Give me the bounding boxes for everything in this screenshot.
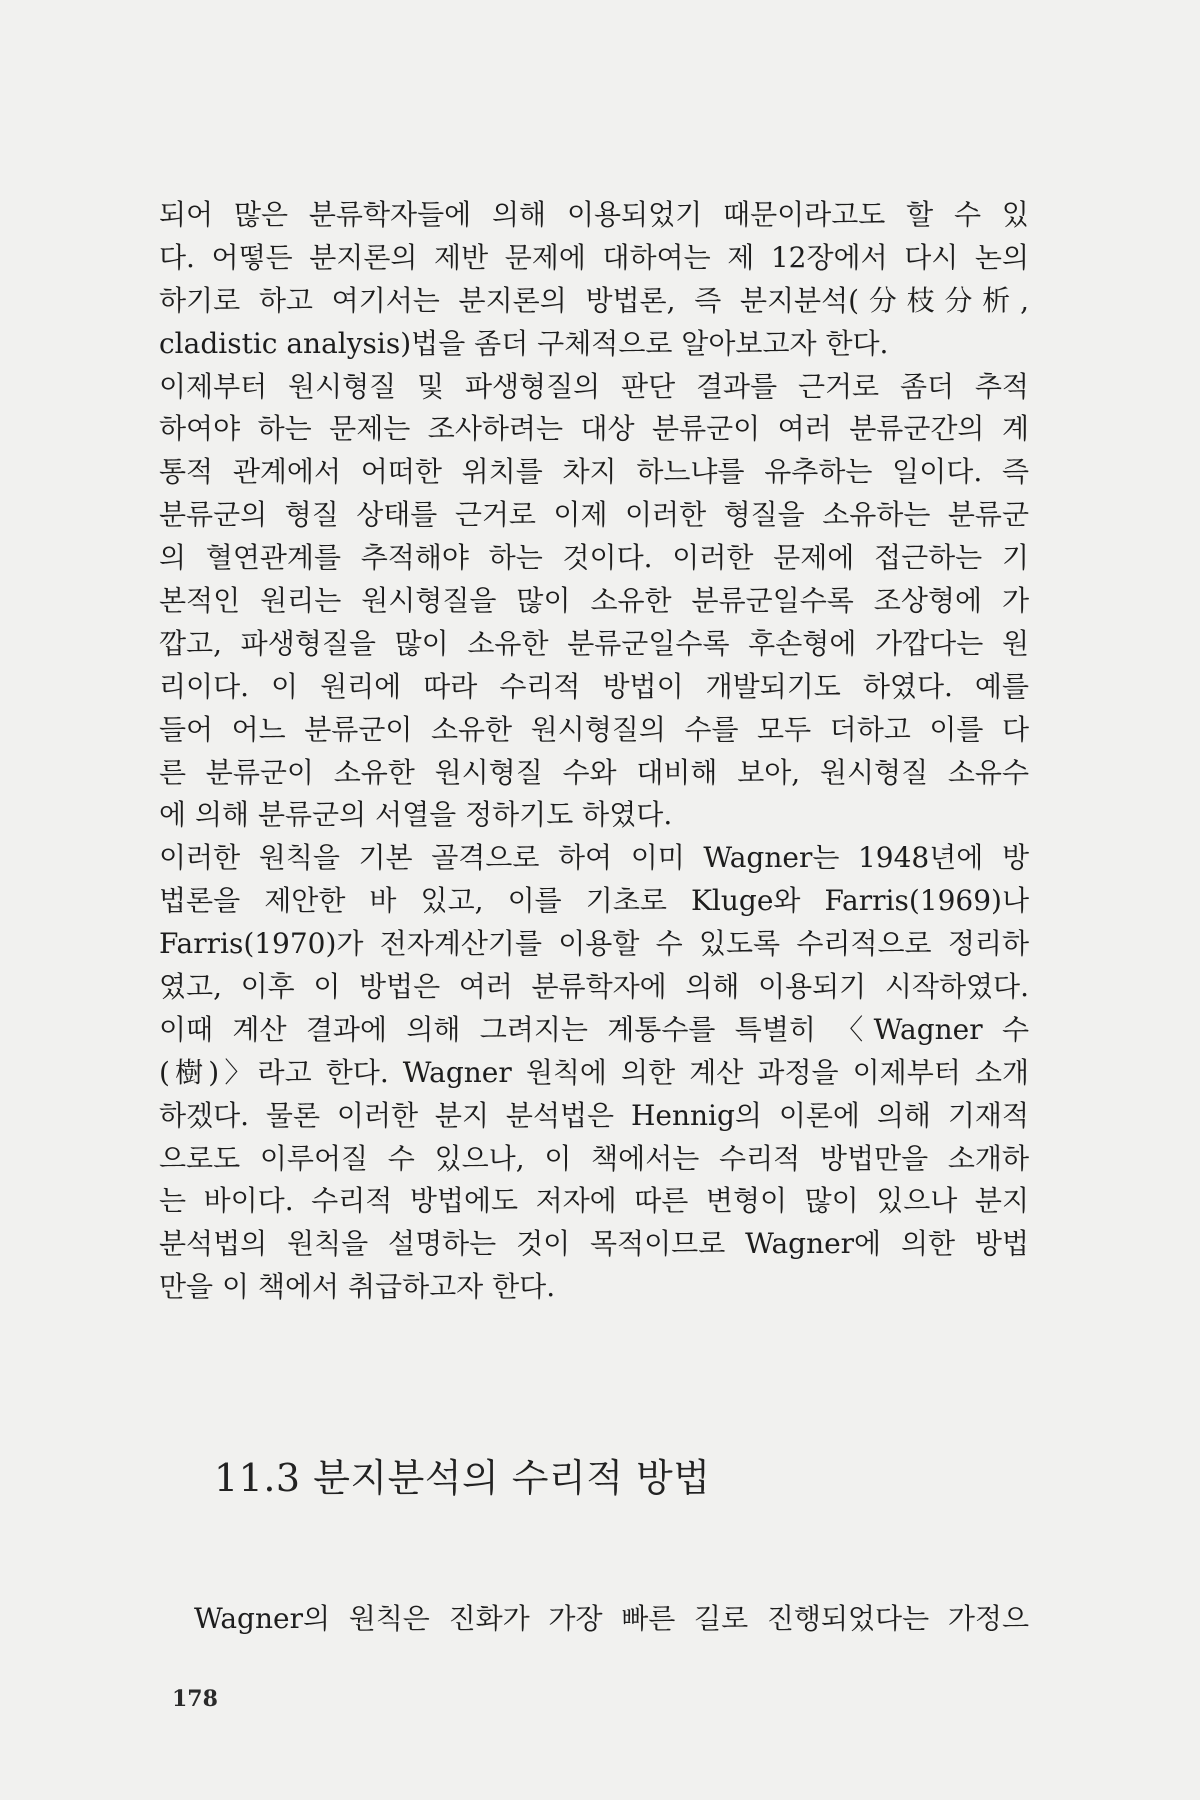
- text-line: 는 바이다. 수리적 방법에도 저자에 따른 변형이 많이 있으나 분지: [159, 1184, 1029, 1218]
- text-line: 의 혈연관계를 추적해야 하는 것이다. 이러한 문제에 접근하는 기: [159, 541, 1029, 575]
- text-line: 하겠다. 물론 이러한 분지 분석법은 Hennig의 이론에 의해 기재적: [159, 1098, 1029, 1132]
- text-line: 분류군의 형질 상태를 근거로 이제 이러한 형질을 소유하는 분류군: [159, 498, 1029, 532]
- page-number: 178: [172, 1686, 218, 1712]
- text-line: (樹)〉라고 한다. Wagner 원칙에 의한 계산 과정을 이제부터 소개: [159, 1055, 1029, 1089]
- text-line: 하기로 하고 여기서는 분지론의 방법론, 즉 분지분석(分枝分析,: [159, 283, 1029, 317]
- body-text: [159, 194, 1029, 1309]
- text-line: Farris(1970)가 전자계산기를 이용할 수 있도록 수리적으로 정리하: [159, 927, 1029, 961]
- text-line: 다. 어떻든 분지론의 제반 문제에 대하여는 제 12장에서 다시 논의: [159, 240, 1029, 274]
- text-line: 되어 많은 분류학자들에 의해 이용되었기 때문이라고도 할 수 있: [159, 198, 1029, 231]
- text-line: 리이다. 이 원리에 따라 수리적 방법이 개발되기도 하였다. 예를: [159, 669, 1029, 703]
- text-line: 법론을 제안한 바 있고, 이를 기초로 Kluge와 Farris(1969)나: [159, 884, 1029, 918]
- section-heading: 11.3 분지분석의 수리적 방법: [214, 1456, 711, 1500]
- text-line: 이러한 원칙을 기본 골격으로 하여 이미 Wagner는 1948년에 방: [159, 841, 1029, 875]
- text-line: 였고, 이후 이 방법은 여러 분류학자에 의해 이용되기 시작하였다.: [159, 970, 1029, 1004]
- text-line: 만을 이 책에서 취급하고자 한다.: [159, 1270, 556, 1304]
- text-line: cladistic analysis)법을 좀더 구체적으로 알아보고자 한다.: [159, 326, 889, 360]
- text-line: 른 분류군이 소유한 원시형질 수와 대비해 보아, 원시형질 소유수: [159, 755, 1029, 789]
- text-line: 이때 계산 결과에 의해 그려지는 계통수를 특별히 〈Wagner 수: [159, 1012, 1029, 1046]
- next-paragraph-first-line: Wagner의 원칙은 진화가 가장 빠른 길로 진행되었다는 가정으: [194, 1602, 1029, 1635]
- text-line: 으로도 이루어질 수 있으나, 이 책에서는 수리적 방법만을 소개하: [159, 1141, 1029, 1175]
- text-line: 분석법의 원칙을 설명하는 것이 목적이므로 Wagner에 의한 방법: [159, 1227, 1029, 1261]
- text-line: 하여야 하는 문제는 조사하려는 대상 분류군이 여러 분류군간의 계: [159, 412, 1029, 446]
- text-line: 들어 어느 분류군이 소유한 원시형질의 수를 모두 더하고 이를 다: [159, 712, 1029, 746]
- text-line: 에 의해 분류군의 서열을 정하기도 하였다.: [159, 798, 673, 832]
- text-line: 본적인 원리는 원시형질을 많이 소유한 분류군일수록 조상형에 가: [159, 584, 1029, 618]
- text-line: 깝고, 파생형질을 많이 소유한 분류군일수록 후손형에 가깝다는 원: [159, 626, 1029, 660]
- text-line: 통적 관계에서 어떠한 위치를 차지 하느냐를 유추하는 일이다. 즉: [159, 455, 1029, 489]
- text-line: 이제부터 원시형질 및 파생형질의 판단 결과를 근거로 좀더 추적: [159, 369, 1029, 403]
